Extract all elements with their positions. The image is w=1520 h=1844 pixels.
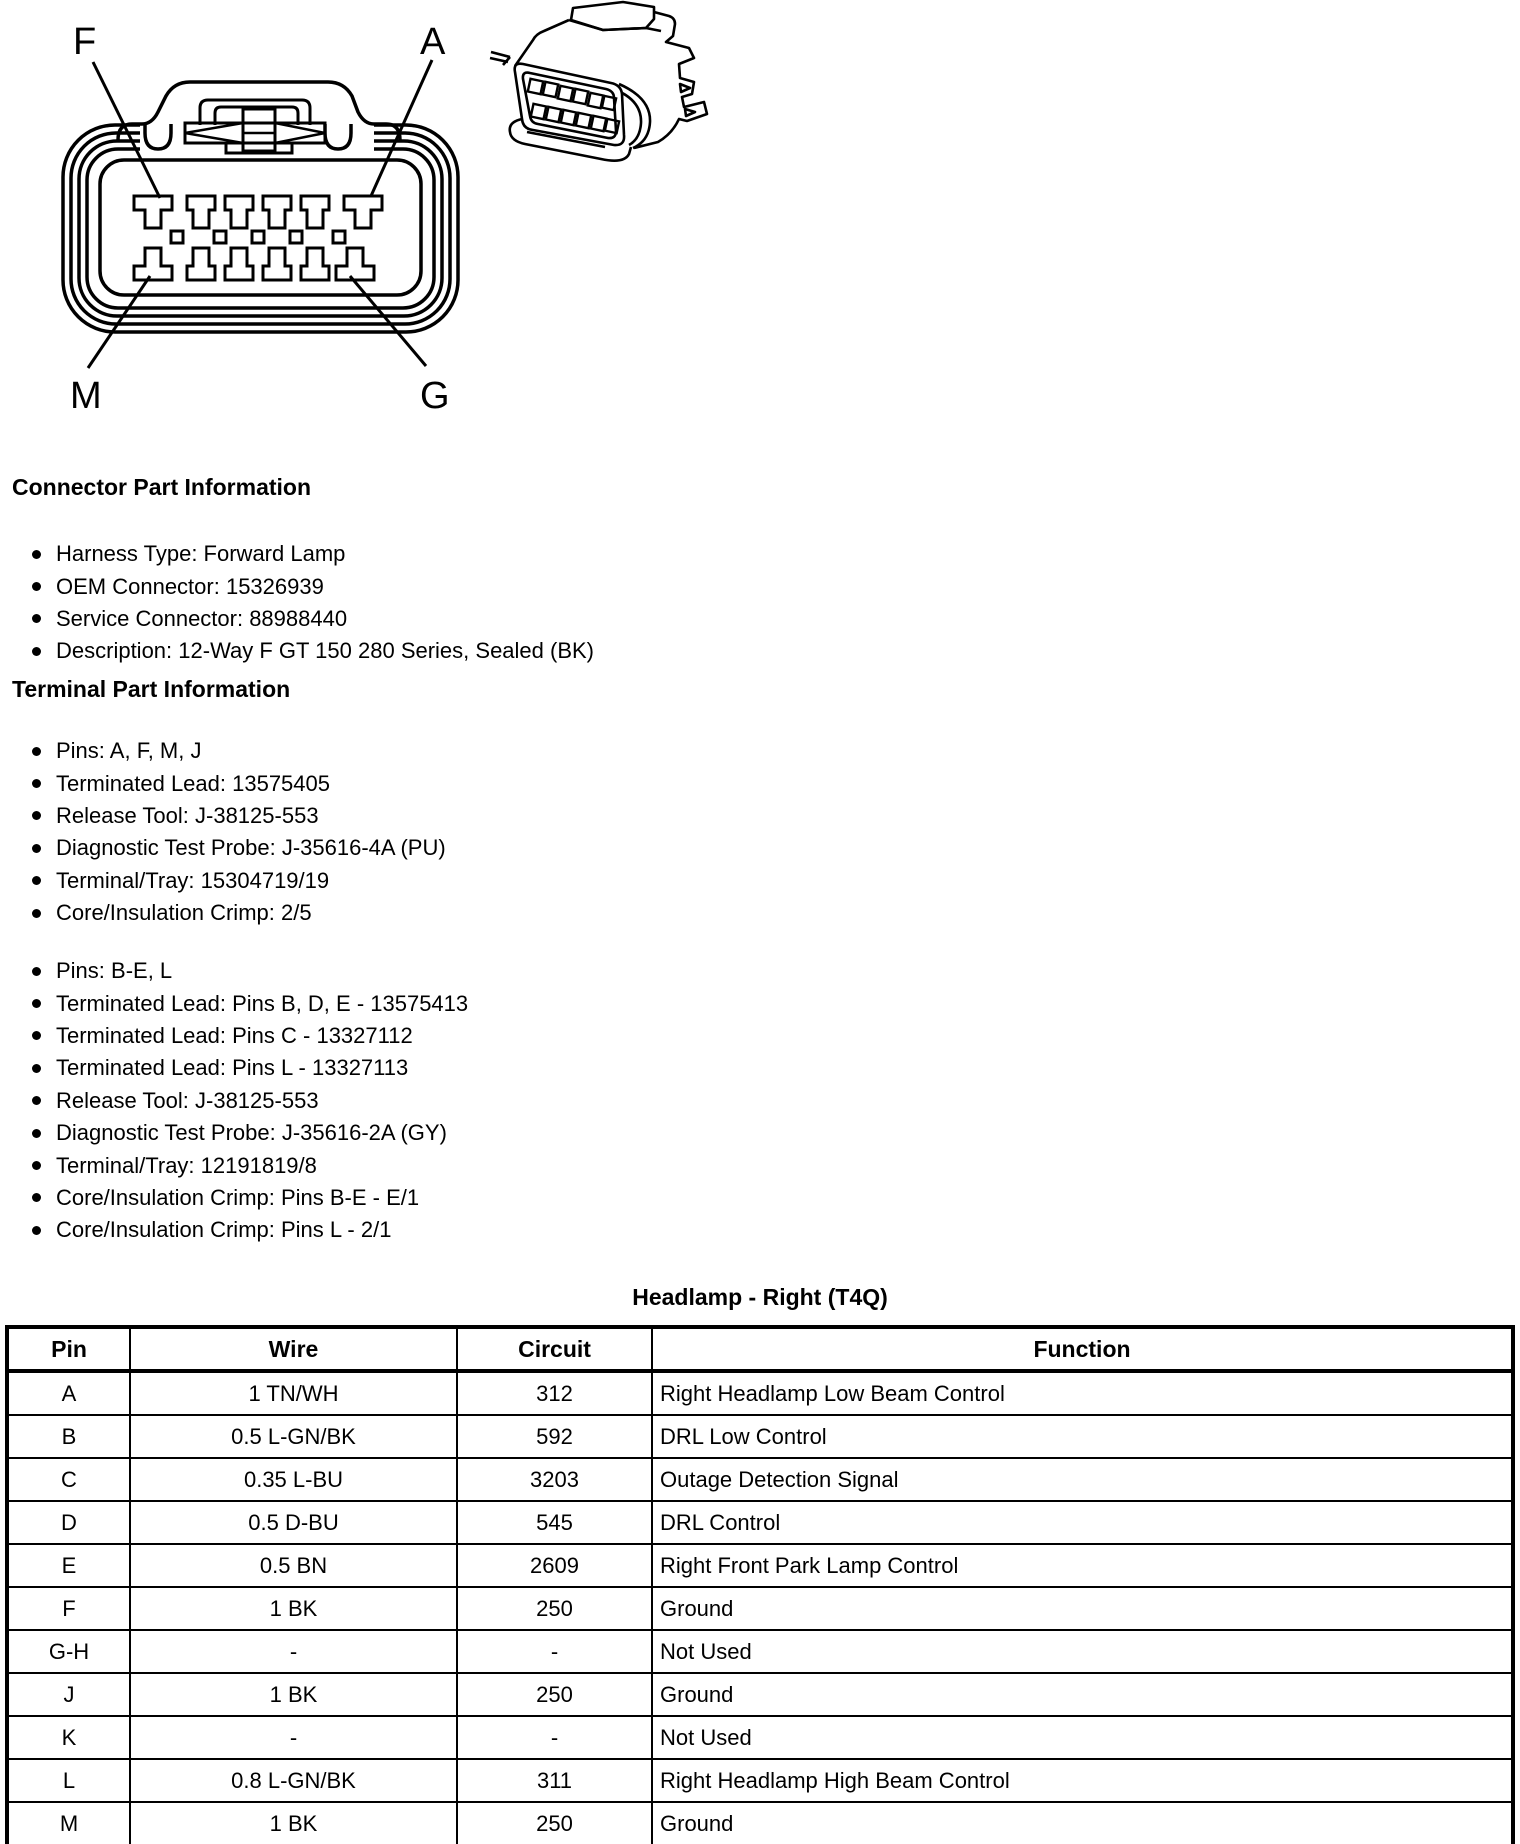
list-item: Core/Insulation Crimp: Pins B-E - E/1 — [32, 1182, 468, 1214]
list-item: Diagnostic Test Probe: J-35616-4A (PU) — [32, 832, 446, 864]
bullet-icon — [32, 811, 41, 820]
connector-face-diagram — [28, 12, 490, 424]
cell-pin: E — [7, 1544, 130, 1587]
list-item: OEM Connector: 15326939 — [32, 570, 594, 602]
cell-circuit: 545 — [457, 1501, 652, 1544]
pin-label-a: A — [420, 21, 446, 63]
cell-circuit: 311 — [457, 1759, 652, 1802]
cell-circuit: 592 — [457, 1415, 652, 1458]
cell-circuit: 250 — [457, 1673, 652, 1716]
pin-label-m: M — [70, 375, 102, 417]
cell-wire: 1 BK — [130, 1673, 457, 1716]
cell-function: Outage Detection Signal — [652, 1458, 1513, 1501]
cell-function: DRL Low Control — [652, 1415, 1513, 1458]
cell-wire: 1 TN/WH — [130, 1371, 457, 1415]
cell-pin: F — [7, 1587, 130, 1630]
list-item: Terminated Lead: Pins C - 13327112 — [32, 1020, 468, 1052]
bullet-icon — [32, 1226, 41, 1235]
bullet-icon — [32, 967, 41, 976]
cell-wire: - — [130, 1630, 457, 1673]
cell-function: Right Headlamp High Beam Control — [652, 1759, 1513, 1802]
table-row — [7, 1458, 1513, 1501]
table-row — [7, 1587, 1513, 1630]
list-item: Pins: B-E, L — [32, 955, 468, 987]
cell-wire: 0.5 L-GN/BK — [130, 1415, 457, 1458]
table-row — [7, 1501, 1513, 1544]
bullet-icon — [32, 1193, 41, 1202]
cell-function: Ground — [652, 1802, 1513, 1844]
bullet-icon — [32, 779, 41, 788]
cell-pin: M — [7, 1802, 130, 1844]
connector-part-list — [32, 538, 594, 668]
table-row — [7, 1415, 1513, 1458]
section-heading-terminal-part-information: Terminal Part Information — [12, 676, 291, 702]
terminal-part-list-group2 — [32, 955, 468, 1247]
terminal-index-squares — [171, 231, 345, 243]
table-row — [7, 1371, 1513, 1415]
cell-function: Ground — [652, 1587, 1513, 1630]
cell-function: Ground — [652, 1673, 1513, 1716]
list-item: Description: 12-Way F GT 150 280 Series, Sealed (BK) — [32, 635, 594, 667]
cell-pin: J — [7, 1673, 130, 1716]
pinout-table — [5, 1325, 1515, 1844]
pin-label-g: G — [420, 375, 450, 417]
bullet-icon — [32, 1031, 41, 1040]
list-item: Terminal/Tray: 12191819/8 — [32, 1149, 468, 1181]
list-item: Terminal/Tray: 15304719/19 — [32, 865, 446, 897]
cell-pin: C — [7, 1458, 130, 1501]
column-header-wire: Wire — [130, 1327, 457, 1371]
bullet-icon — [32, 876, 41, 885]
cell-wire: 1 BK — [130, 1802, 457, 1844]
cell-circuit: 2609 — [457, 1544, 652, 1587]
cell-pin: G-H — [7, 1630, 130, 1673]
list-item: Release Tool: J-38125-553 — [32, 800, 446, 832]
column-header-pin: Pin — [7, 1327, 130, 1371]
cell-circuit: - — [457, 1716, 652, 1759]
cell-function: Right Front Park Lamp Control — [652, 1544, 1513, 1587]
list-item: Core/Insulation Crimp: 2/5 — [32, 897, 446, 929]
cell-function: Not Used — [652, 1716, 1513, 1759]
pin-label-f: F — [73, 21, 97, 63]
bullet-icon — [32, 582, 41, 591]
cell-function: DRL Control — [652, 1501, 1513, 1544]
cell-function: Right Headlamp Low Beam Control — [652, 1371, 1513, 1415]
terminal-cavities-top-row — [134, 196, 382, 228]
list-item: Diagnostic Test Probe: J-35616-2A (GY) — [32, 1117, 468, 1149]
table-row — [7, 1673, 1513, 1716]
terminal-cavities-bottom-row — [134, 248, 374, 280]
pinout-table-title: Headlamp - Right (T4Q) — [632, 1284, 888, 1310]
cell-wire: - — [130, 1716, 457, 1759]
table-row — [7, 1544, 1513, 1587]
cell-circuit: 3203 — [457, 1458, 652, 1501]
table-header-row — [7, 1327, 1513, 1371]
bullet-icon — [32, 614, 41, 623]
section-heading-connector-part-information: Connector Part Information — [12, 474, 312, 500]
list-item: Pins: A, F, M, J — [32, 735, 446, 767]
cell-wire: 1 BK — [130, 1587, 457, 1630]
cell-pin: L — [7, 1759, 130, 1802]
connector-3d-illustration — [483, 0, 739, 172]
list-item: Terminated Lead: 13575405 — [32, 767, 446, 799]
list-item: Service Connector: 88988440 — [32, 603, 594, 635]
cell-function: Not Used — [652, 1630, 1513, 1673]
cell-wire: 0.8 L-GN/BK — [130, 1759, 457, 1802]
bullet-icon — [32, 1096, 41, 1105]
table-row — [7, 1716, 1513, 1759]
cell-pin: D — [7, 1501, 130, 1544]
list-item: Release Tool: J-38125-553 — [32, 1085, 468, 1117]
list-item: Core/Insulation Crimp: Pins L - 2/1 — [32, 1214, 468, 1246]
connector-latch — [118, 82, 400, 158]
bullet-icon — [32, 647, 41, 656]
column-header-function: Function — [652, 1327, 1513, 1371]
list-item: Terminated Lead: Pins B, D, E - 13575413 — [32, 987, 468, 1019]
cell-circuit: 250 — [457, 1802, 652, 1844]
bullet-icon — [32, 1161, 41, 1170]
table-row — [7, 1630, 1513, 1673]
cell-circuit: - — [457, 1630, 652, 1673]
bullet-icon — [32, 747, 41, 756]
cell-wire: 0.5 BN — [130, 1544, 457, 1587]
bullet-icon — [32, 909, 41, 918]
list-item: Harness Type: Forward Lamp — [32, 538, 594, 570]
cell-wire: 0.35 L-BU — [130, 1458, 457, 1501]
bullet-icon — [32, 1064, 41, 1073]
cell-pin: K — [7, 1716, 130, 1759]
column-header-circuit: Circuit — [457, 1327, 652, 1371]
table-row — [7, 1759, 1513, 1802]
list-item: Terminated Lead: Pins L - 13327113 — [32, 1052, 468, 1084]
bullet-icon — [32, 1129, 41, 1138]
cell-wire: 0.5 D-BU — [130, 1501, 457, 1544]
bullet-icon — [32, 844, 41, 853]
cell-pin: A — [7, 1371, 130, 1415]
cell-pin: B — [7, 1415, 130, 1458]
bullet-icon — [32, 999, 41, 1008]
table-row — [7, 1802, 1513, 1844]
cell-circuit: 250 — [457, 1587, 652, 1630]
bullet-icon — [32, 550, 41, 559]
terminal-part-list-group1 — [32, 735, 446, 929]
cell-circuit: 312 — [457, 1371, 652, 1415]
